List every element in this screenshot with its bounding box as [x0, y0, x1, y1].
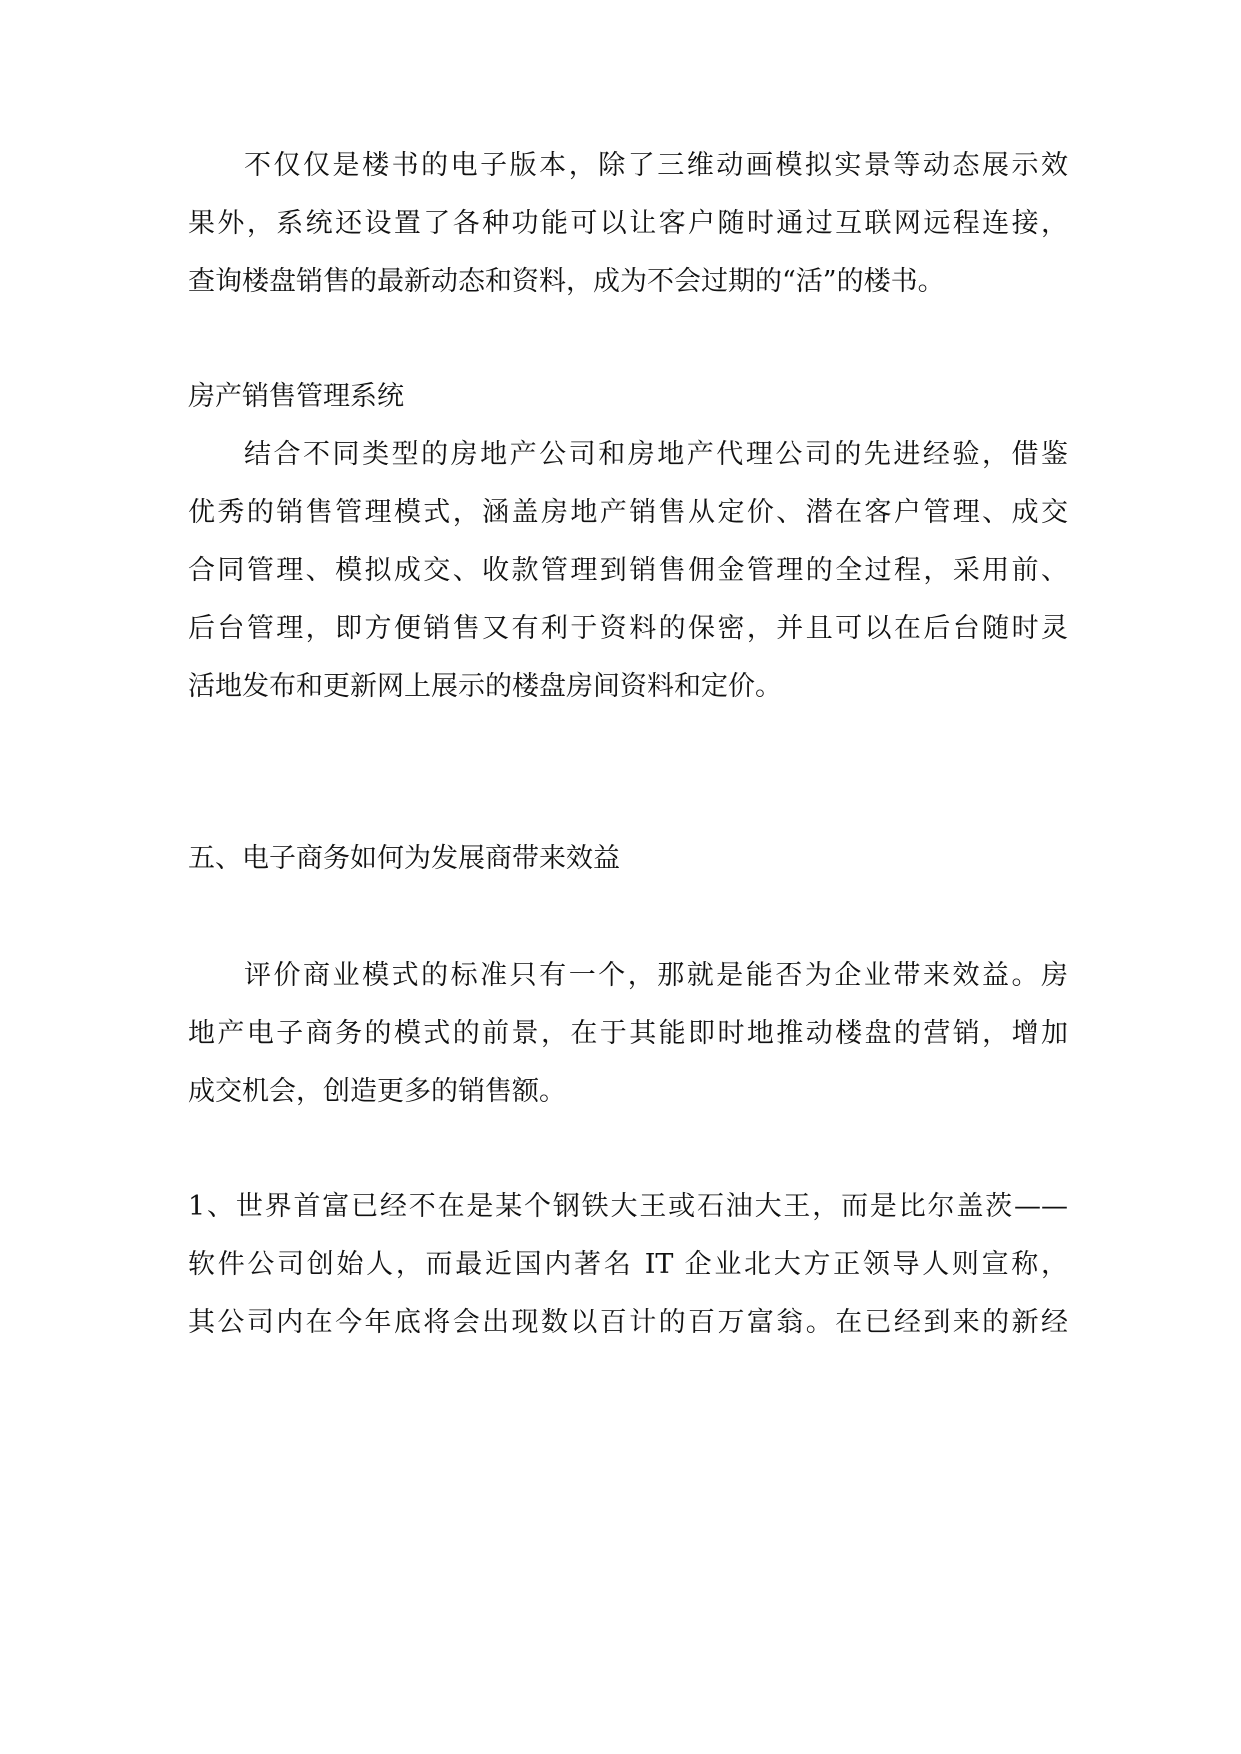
paragraph-line: 成交机会，创造更多的销售额。 — [188, 1076, 566, 1107]
paragraph-line: 果外，系统还设置了各种功能可以让客户随时通过互联网远程连接， — [188, 208, 1068, 239]
paragraph-line: 活地发布和更新网上展示的楼盘房间资料和定价。 — [188, 671, 782, 702]
paragraph-line: 软件公司创始人，而最近国内著名 IT 企业北大方正领导人则宣称， — [188, 1249, 1068, 1280]
paragraph-business-model — [188, 947, 1068, 1121]
paragraph-line: 地产电子商务的模式的前景，在于其能即时地推动楼盘的营销，增加 — [188, 1018, 1068, 1049]
paragraph-line: 查询楼盘销售的最新动态和资料，成为不会过期的“活”的楼书。 — [188, 266, 945, 297]
heading-section-5: 五、电子商务如何为发展商带来效益 — [188, 843, 620, 874]
heading-sales-system: 房产销售管理系统 — [188, 381, 404, 412]
paragraph-line: 合同管理、模拟成交、收款管理到销售佣金管理的全过程，采用前、 — [188, 555, 1068, 586]
paragraph-line: 结合不同类型的房地产公司和房地产代理公司的先进经验，借鉴 — [244, 439, 1068, 470]
paragraph-line: 不仅仅是楼书的电子版本，除了三维动画模拟实景等动态展示效 — [244, 150, 1068, 181]
paragraph-line: 优秀的销售管理模式，涵盖房地产销售从定价、潜在客户管理、成交 — [188, 497, 1068, 528]
paragraph-line: 后台管理，即方便销售又有利于资料的保密，并且可以在后台随时灵 — [188, 613, 1068, 644]
paragraph-line: 评价商业模式的标准只有一个，那就是能否为企业带来效益。房 — [244, 960, 1068, 991]
paragraph-line: 1、世界首富已经不在是某个钢铁大王或石油大王，而是比尔盖茨—— — [188, 1191, 1068, 1222]
paragraph-item-1 — [188, 1178, 1068, 1352]
paragraph-line: 其公司内在今年底将会出现数以百计的百万富翁。在已经到来的新经 — [188, 1307, 1068, 1338]
paragraph-sales-system — [188, 426, 1068, 716]
paragraph-ebook — [188, 137, 1068, 311]
